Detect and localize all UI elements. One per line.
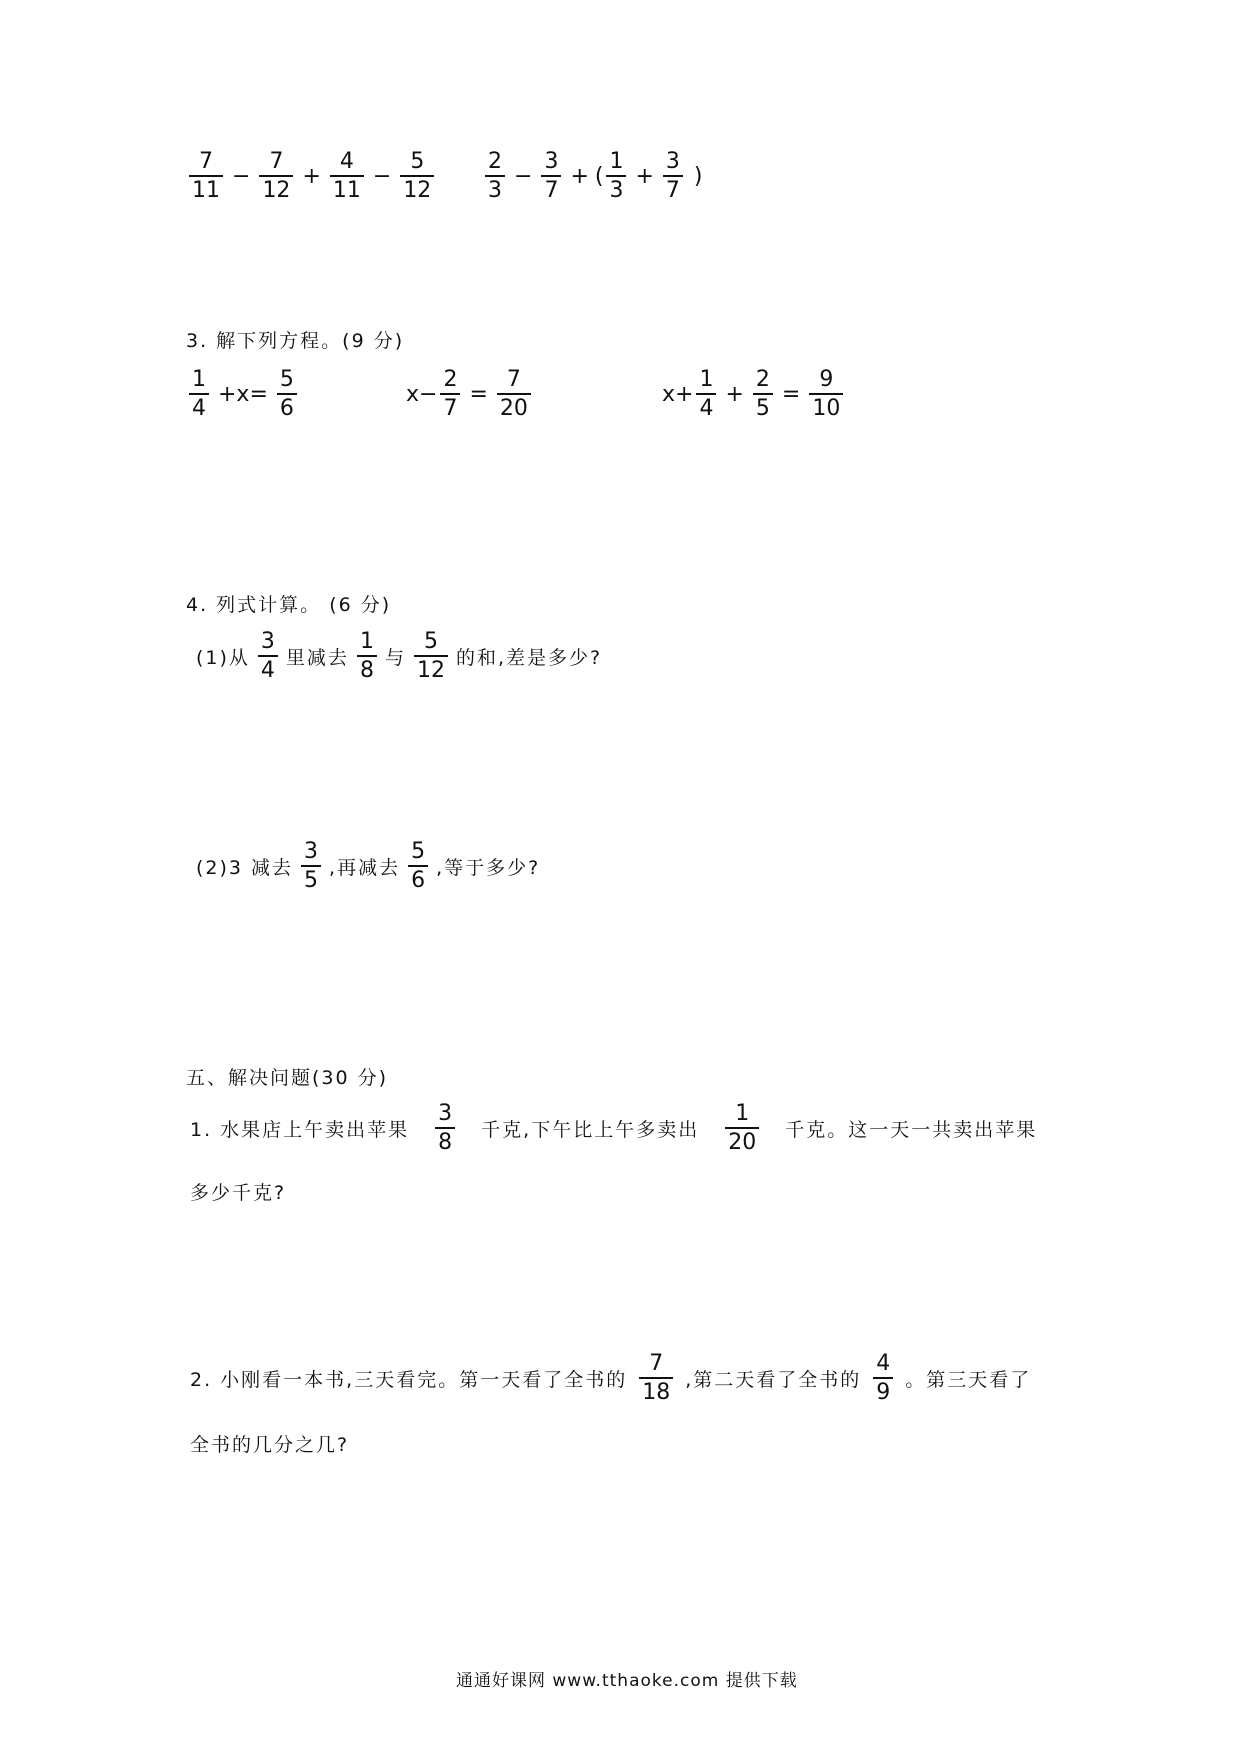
problem-text: 2. 小刚看一本书,三天看完。第一天看了全书的: [190, 1368, 628, 1391]
problem-2-line-2: 全书的几分之几?: [190, 1434, 350, 1456]
fraction: $\frac{5}{6}$: [277, 368, 297, 420]
equation-text: x−: [406, 381, 438, 407]
fraction: $\frac{1}{4}$: [696, 368, 716, 420]
fraction: $\frac{4}{11}$: [330, 150, 364, 202]
question-text: (2)3 减去: [196, 856, 294, 879]
fraction: $\frac{3}{7}$: [663, 150, 683, 202]
fraction: $\frac{5}{12}$: [414, 630, 448, 682]
question-text: ,再减去: [329, 856, 401, 879]
section-4-heading: 4. 列式计算。 (6 分): [186, 594, 392, 616]
fraction: $\frac{1}{4}$: [189, 368, 209, 420]
problem-text: ,第二天看了全书的: [685, 1368, 862, 1391]
calc-expression-1: [186, 150, 437, 202]
fraction: $\frac{7}{18}$: [639, 1352, 673, 1404]
equation-text: +x=: [218, 381, 268, 407]
fraction: $\frac{3}{8}$: [435, 1102, 455, 1154]
fraction: $\frac{1}{20}$: [725, 1102, 759, 1154]
fraction: $\frac{5}{6}$: [408, 840, 428, 892]
section-3-heading: 3. 解下列方程。(9 分): [186, 330, 405, 352]
problem-text: 千克。这一天一共卖出苹果: [785, 1118, 1038, 1141]
problem-2-line-1: [190, 1352, 1031, 1404]
fraction: $\frac{2}{5}$: [753, 368, 773, 420]
equation-text: x+: [662, 381, 694, 407]
calc-expression-2: [482, 150, 703, 202]
equation-1: [186, 368, 300, 420]
equation-3: [662, 368, 846, 420]
operator: +: [725, 381, 744, 407]
operator: −: [232, 163, 251, 189]
question-4-2: [196, 840, 540, 892]
page-footer: 通通好课网 www.tthaoke.com 提供下载: [456, 1671, 798, 1691]
fraction: $\frac{9}{10}$: [809, 368, 843, 420]
question-text: 与: [384, 646, 406, 669]
fraction: $\frac{1}{8}$: [357, 630, 377, 682]
fraction: $\frac{7}{20}$: [497, 368, 531, 420]
fraction: $\frac{2}{3}$: [485, 150, 505, 202]
equation-2: [406, 368, 534, 420]
question-text: 的和,差是多少?: [455, 646, 603, 669]
problem-1-line-1: [190, 1102, 1037, 1154]
fraction: $\frac{1}{3}$: [606, 150, 626, 202]
operator: −: [514, 163, 533, 189]
section-5-heading: 五、解决问题(30 分): [186, 1067, 389, 1089]
operator: +: [570, 163, 589, 189]
fraction: $\frac{5}{12}$: [400, 150, 434, 202]
fraction: $\frac{3}{5}$: [301, 840, 321, 892]
equation-text: =: [469, 381, 488, 407]
fraction: $\frac{2}{7}$: [440, 368, 460, 420]
operator: +: [302, 163, 321, 189]
fraction: $\frac{3}{7}$: [541, 150, 561, 202]
right-paren: ): [693, 163, 703, 189]
equation-text: =: [781, 381, 801, 407]
fraction: $\frac{4}{9}$: [873, 1352, 893, 1404]
question-text: 里减去: [285, 646, 349, 669]
problem-text: 。第三天看了: [905, 1368, 1032, 1391]
question-text: (1)从: [196, 646, 250, 669]
fraction: $\frac{7}{11}$: [189, 150, 223, 202]
problem-1-line-2: 多少千克?: [190, 1182, 287, 1204]
problem-text: 千克,下午比上午多卖出: [481, 1118, 700, 1141]
fraction: $\frac{3}{4}$: [258, 630, 278, 682]
operator: +: [635, 163, 654, 189]
question-text: ,等于多少?: [436, 856, 541, 879]
operator: −: [372, 163, 392, 189]
left-paren: (: [594, 163, 604, 189]
fraction: $\frac{7}{12}$: [259, 150, 293, 202]
question-4-1: [196, 630, 602, 682]
problem-text: 1. 水果店上午卖出苹果: [190, 1118, 410, 1141]
